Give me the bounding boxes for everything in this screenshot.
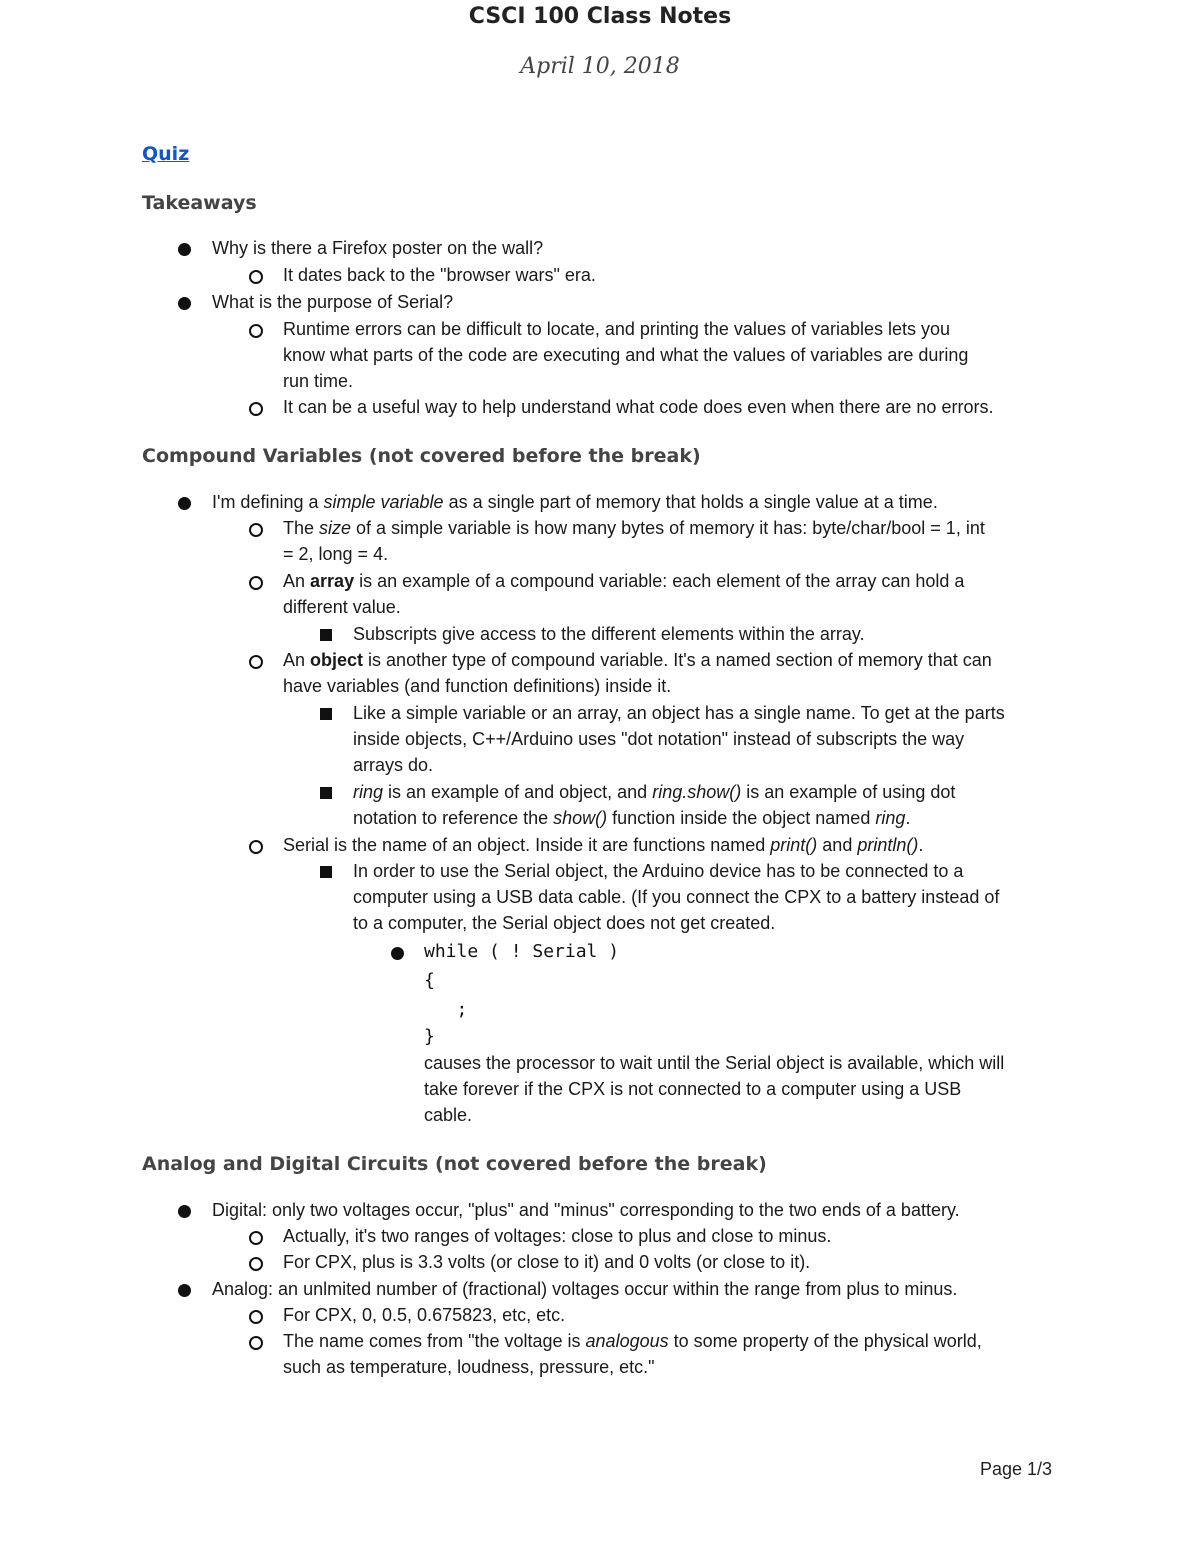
- bullet-disc-icon: [178, 1205, 191, 1218]
- code-line: while ( ! Serial ): [424, 941, 620, 962]
- document-title: CSCI 100 Class Notes: [468, 4, 732, 29]
- list-item-continuation: inside objects, C++/Arduino uses "dot notation" instead of subscripts the way: [353, 729, 965, 749]
- bullet-disc-icon: [178, 1284, 191, 1297]
- list-item: Digital: only two voltages occur, "plus" and "minus" corresponding to the two ends of a battery.: [212, 1200, 960, 1220]
- bullet-circle-icon: [249, 523, 263, 537]
- bullet-circle-icon: [249, 1336, 263, 1350]
- list-item: ring is an example of and object, and ring.show() is an example of using dot: [353, 782, 956, 802]
- list-item-continuation: take forever if the CPX is not connected to a computer using a USB: [424, 1079, 962, 1099]
- bullet-circle-icon: [249, 270, 263, 284]
- bullet-square-icon: [320, 629, 332, 641]
- bullet-circle-icon: [249, 402, 263, 416]
- bullet-square-icon: [320, 787, 332, 799]
- list-item: For CPX, plus is 3.3 volts (or close to it) and 0 volts (or close to it).: [283, 1252, 811, 1272]
- code-line: {: [424, 970, 435, 991]
- list-item: Serial is the name of an object. Inside it are functions named print() and println().: [283, 835, 924, 855]
- bullet-circle-icon: [249, 576, 263, 590]
- list-item-continuation: notation to reference the show() function inside the object named ring.: [353, 808, 911, 828]
- bullet-circle-icon: [249, 324, 263, 338]
- bullet-circle-icon: [249, 1310, 263, 1324]
- bullet-square-icon: [320, 708, 332, 720]
- list-item-continuation: to a computer, the Serial object does not get created.: [353, 913, 776, 933]
- list-item: Runtime errors can be difficult to locate, and printing the values of variables lets you: [283, 319, 951, 339]
- bullet-circle-icon: [249, 840, 263, 854]
- list-item: I'm defining a simple variable as a single part of memory that holds a single value at a time.: [212, 492, 938, 512]
- list-item-continuation: know what parts of the code are executing and what the values of variables are during: [283, 345, 969, 365]
- list-item-continuation: arrays do.: [353, 755, 434, 775]
- quiz-link[interactable]: Quiz: [142, 143, 190, 165]
- section-heading-compound-variables: Compound Variables (not covered before the break): [142, 445, 701, 467]
- list-item: Subscripts give access to the different elements within the array.: [353, 624, 865, 644]
- bullet-disc-icon: [178, 297, 191, 310]
- bullet-circle-icon: [249, 1257, 263, 1271]
- bullet-disc-icon: [178, 497, 191, 510]
- section-heading-takeaways: Takeaways: [142, 192, 257, 214]
- list-item: What is the purpose of Serial?: [212, 292, 454, 312]
- list-item: In order to use the Serial object, the Arduino device has to be connected to a: [353, 861, 964, 881]
- bullet-circle-icon: [249, 655, 263, 669]
- list-item-continuation: run time.: [283, 371, 354, 391]
- section-heading-analog-digital: Analog and Digital Circuits (not covered before the break): [142, 1153, 767, 1175]
- list-item: The name comes from "the voltage is analogous to some property of the physical world,: [283, 1331, 982, 1351]
- document-date: April 10, 2018: [520, 54, 680, 79]
- list-item: The size of a simple variable is how many bytes of memory it has: byte/char/bool = 1, int: [283, 518, 985, 538]
- list-item: It dates back to the "browser wars" era.: [283, 265, 596, 285]
- list-item: Actually, it's two ranges of voltages: close to plus and close to minus.: [283, 1226, 832, 1246]
- bullet-circle-icon: [249, 1231, 263, 1245]
- list-item: For CPX, 0, 0.5, 0.675823, etc, etc.: [283, 1305, 566, 1325]
- list-item: An object is another type of compound variable. It's a named section of memory that can: [283, 650, 992, 670]
- code-line: }: [424, 1026, 435, 1047]
- list-item-continuation: causes the processor to wait until the Serial object is available, which will: [424, 1053, 1005, 1073]
- bullet-disc-icon: [178, 243, 191, 256]
- list-item: Why is there a Firefox poster on the wall?: [212, 238, 544, 258]
- list-item-continuation: different value.: [283, 597, 401, 617]
- list-item: Analog: an unlmited number of (fractional) voltages occur within the range from plus to minus.: [212, 1279, 958, 1299]
- bullet-square-icon: [320, 866, 332, 878]
- code-line: ;: [424, 999, 468, 1020]
- list-item-continuation: = 2, long = 4.: [283, 544, 389, 564]
- list-item: Like a simple variable or an array, an object has a single name. To get at the parts: [353, 703, 1005, 723]
- list-item-continuation: have variables (and function definitions) inside it.: [283, 676, 672, 696]
- list-item: It can be a useful way to help understand what code does even when there are no errors.: [283, 397, 994, 417]
- list-item: An array is an example of a compound variable: each element of the array can hold a: [283, 571, 965, 591]
- list-item-continuation: such as temperature, loudness, pressure, etc.": [283, 1357, 655, 1377]
- list-item-continuation: cable.: [424, 1105, 473, 1125]
- list-item-continuation: computer using a USB data cable. (If you connect the CPX to a battery instead of: [353, 887, 1000, 907]
- page-number: Page 1/3: [980, 1459, 1053, 1479]
- bullet-disc-icon: [391, 947, 404, 960]
